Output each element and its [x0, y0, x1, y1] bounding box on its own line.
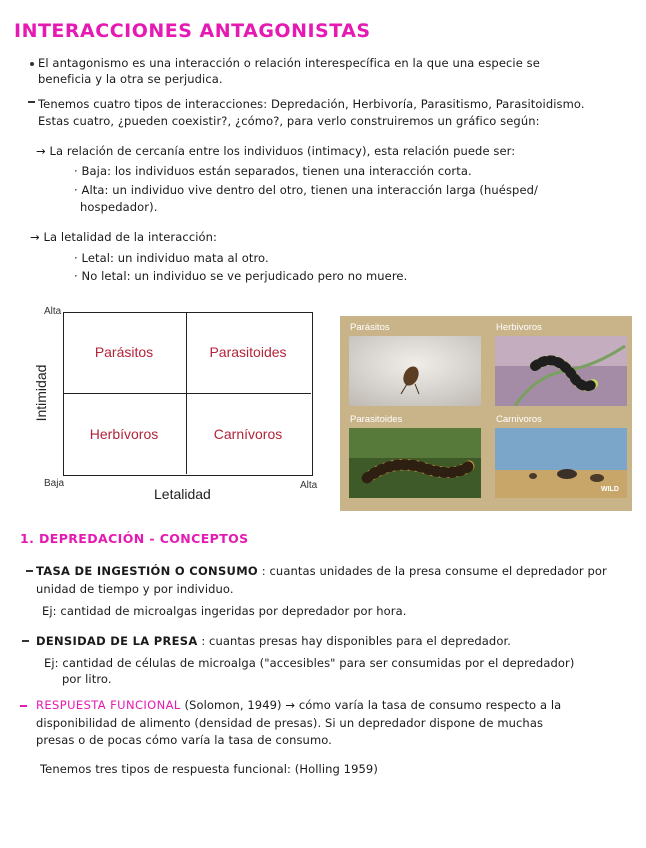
photo-label-parasitoides: Parasitoides	[350, 414, 403, 425]
bullet-dot	[30, 62, 34, 66]
section-title: 1. DEPREDACIÓN - CONCEPTOS	[20, 531, 249, 546]
lethality-nonlethal: · No letal: un individuo se ve perjudicado pero no muere.	[74, 269, 408, 283]
x-axis-title: Letalidad	[154, 486, 211, 502]
densidad-example-2: por litro.	[62, 672, 112, 686]
densidad-definition: : cuantas presas hay disponibles para el depredador.	[201, 634, 511, 648]
photo-label-parasitos: Parásitos	[350, 322, 390, 333]
respuesta-line-2: disponibilidad de alimento (densidad de presas). Si un depredador dispone de muchas	[36, 716, 544, 730]
densidad-example-1: Ej: cantidad de células de microalga ("accesibles" para ser consumidas por el depredador)	[44, 656, 575, 670]
tipos-respuesta: Tenemos tres tipos de respuesta funcional: (Holling 1959)	[40, 762, 378, 776]
respuesta-definition: (Solomon, 1949) → cómo varía la tasa de consumo respecto a la	[184, 698, 562, 712]
closeness-high-2: hospedador).	[80, 200, 158, 214]
chart-frame	[63, 312, 313, 476]
intro-line-3: Tenemos cuatro tipos de interacciones: Depredación, Herbivoría, Parasitismo, Parasitoidismo.	[38, 97, 585, 111]
dash-marker	[22, 640, 29, 642]
dash-marker	[20, 705, 27, 707]
respuesta-term: RESPUESTA FUNCIONAL	[36, 698, 181, 712]
x-axis-high-label: Alta	[300, 480, 318, 491]
densidad-term: DENSIDAD DE LA PRESA	[36, 634, 198, 648]
photo-panel	[340, 316, 632, 511]
dash-marker	[28, 101, 35, 103]
densidad-line	[36, 633, 511, 649]
tasa-line-2: unidad de tiempo y por individuo.	[36, 582, 234, 596]
lethality-heading: → La letalidad de la interacción:	[30, 230, 218, 244]
chart-divider-horizontal	[63, 393, 311, 394]
cell-herbivoros: Herbívoros	[89, 426, 159, 442]
closeness-high-1: · Alta: un individuo vive dentro del otro, tienen una interacción larga (huésped/	[74, 183, 539, 197]
cell-carnivoros: Carnívoros	[213, 426, 283, 442]
photo-carnivore-wild-dogs	[495, 428, 627, 498]
y-axis-title: Intimidad	[33, 364, 49, 422]
tasa-line-1	[36, 563, 607, 579]
page-title: INTERACCIONES ANTAGONISTAS	[14, 20, 371, 42]
intro-line-2: beneficia y la otra se perjudica.	[38, 72, 223, 86]
wild-watermark: WILD	[601, 486, 619, 493]
photo-label-carnivoros: Carnivoros	[496, 414, 542, 425]
lethality-lethal: · Letal: un individuo mata al otro.	[74, 251, 269, 265]
photo-herbivore-caterpillar	[495, 336, 627, 406]
tasa-definition: : cuantas unidades de la presa consume el depredador por	[261, 564, 607, 578]
photo-parasite-flea	[349, 336, 481, 406]
tasa-term: TASA DE INGESTIÓN O CONSUMO	[36, 564, 259, 578]
intro-line-4: Estas cuatro, ¿pueden coexistir?, ¿cómo?, para verlo construiremos un gráfico según:	[38, 114, 540, 128]
closeness-low: · Baja: los individuos están separados, tienen una interacción corta.	[74, 164, 472, 178]
photo-parasitoid-larva	[349, 428, 481, 498]
photo-label-herbivoros: Herbivoros	[496, 322, 542, 333]
y-axis-low-label: Baja	[44, 478, 65, 489]
respuesta-line-3: presas o de pocas cómo varía la tasa de consumo.	[36, 733, 332, 747]
cell-parasitos: Parásitos	[94, 344, 154, 360]
closeness-heading: → La relación de cercanía entre los individuos (intimacy), esta relación puede ser:	[36, 144, 516, 158]
tasa-example: Ej: cantidad de microalgas ingeridas por depredador por hora.	[42, 604, 407, 618]
intro-line-1: El antagonismo es una interacción o relación interespecífica en la que una especie se	[38, 56, 540, 70]
dash-marker	[26, 570, 33, 572]
cell-parasitoides: Parasitoides	[209, 344, 287, 360]
respuesta-line-1	[36, 697, 561, 713]
y-axis-high-label: Alta	[44, 306, 62, 317]
